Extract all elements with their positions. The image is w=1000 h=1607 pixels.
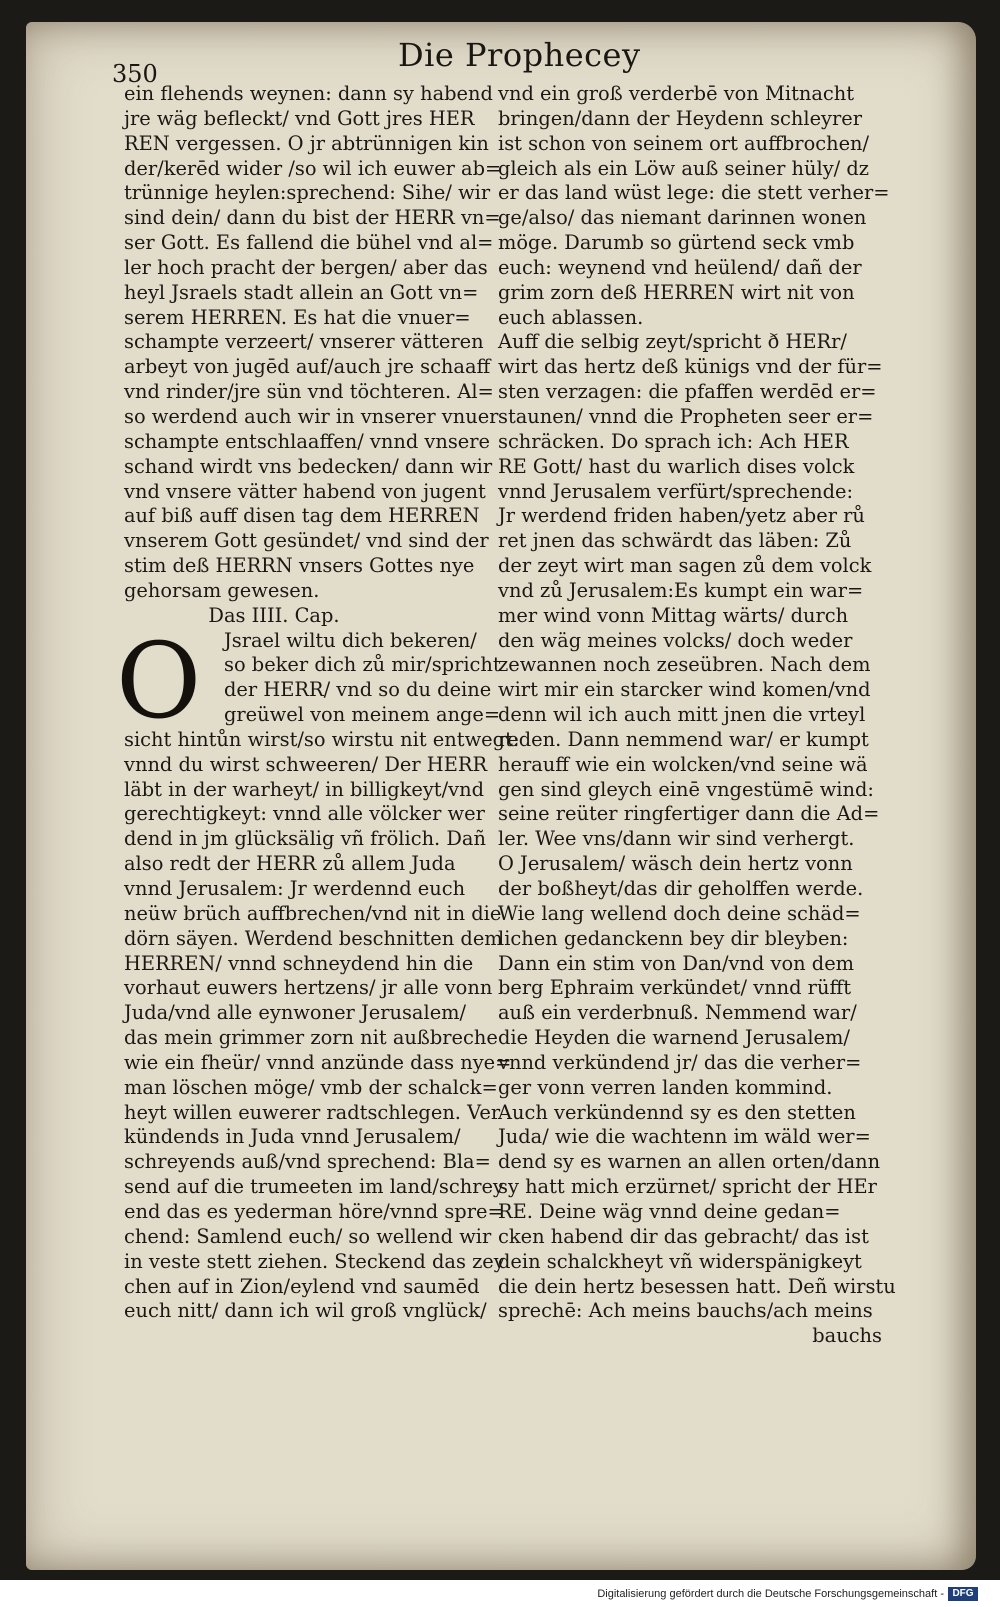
text-line: cken habend dir das gebracht/ das ist xyxy=(498,1224,869,1248)
text-line: ger vonn verren landen kommind. xyxy=(498,1075,833,1099)
text-line: dein schalckheyt vñ widerspänigkeyt xyxy=(498,1249,862,1273)
text-line: Wie lang wellend doch deine schäd= xyxy=(498,901,861,925)
text-line: REN vergessen. O jr abtrünnigen kin xyxy=(124,131,489,155)
text-line: schräcken. Do sprach ich: Ach HER xyxy=(498,429,849,453)
text-line: möge. Darumb so gürtend seck vmb xyxy=(498,231,855,255)
text-line: euch: weynend vnd heülend/ dañ der xyxy=(498,255,862,279)
text-line: ler. Wee vns/dann wir sind verhergt. xyxy=(498,827,855,851)
text-line: RE. Deine wäg vnnd deine gedan= xyxy=(498,1199,841,1223)
text-line: ret jnen das schwärdt das läben: Zů xyxy=(498,529,852,553)
text-line: vnnd du wirst schweeren/ Der HERR xyxy=(124,752,488,776)
text-line: neüw brüch auffbrechen/vnd nit in die xyxy=(124,901,502,925)
text-line: send auf die trumeeten im land/schrey xyxy=(124,1175,504,1199)
text-line: Auch verkündennd sy es den stetten xyxy=(498,1100,856,1124)
text-line: bringen/dann der Heydenn schleyrer xyxy=(498,106,863,130)
text-line: herauff wie ein wolcken/vnd seine wä xyxy=(498,752,868,776)
text-line: RE Gott/ hast du warlich dises volck xyxy=(498,454,855,478)
text-line: Juda/vnd alle eynwoner Jerusalem/ xyxy=(124,1001,467,1025)
text-line: den wäg meines volcks/ doch weder xyxy=(498,628,853,652)
text-line: sten verzagen: die pfaffen werdēd er= xyxy=(498,380,877,404)
text-line: berg Ephraim verkündet/ vnnd rüfft xyxy=(498,976,852,1000)
text-line: wirt mir ein starcker wind komen/vnd xyxy=(498,678,871,702)
text-line: dend sy es warnen an allen orten/dann xyxy=(498,1150,881,1174)
text-line: wie ein fheür/ vnnd anzünde dass nye= xyxy=(124,1050,512,1074)
text-line: vnd vnsere vätter habend von jugent xyxy=(124,479,486,503)
text-line: schreyends auß/vnd sprechend: Bla= xyxy=(124,1150,491,1174)
text-line: vnnd Jerusalem verfürt/sprechende: xyxy=(498,479,854,503)
text-line: so werdend auch wir in vnserer vnuer xyxy=(124,404,499,428)
text-line: er das land wüst lege: die stett verher= xyxy=(498,181,890,205)
text-line: auf biß auff disen tag dem HERREN xyxy=(124,504,480,528)
text-line: gen sind gleych einē vngestümē wind: xyxy=(498,777,874,801)
text-line: läbt in der warheyt/ in billigkeyt/vnd xyxy=(124,777,484,801)
dfg-logo: DFG xyxy=(948,1587,978,1601)
text-line: der/kerēd wider /so wil ich euwer ab= xyxy=(124,156,502,180)
text-line: chen auf in Zion/eylend vnd saumēd xyxy=(124,1274,480,1298)
text-line: also redt der HERR zů allem Juda xyxy=(124,852,456,876)
text-line: so beker dich zů mir/spricht xyxy=(224,653,501,677)
text-line: end das es yederman höre/vnnd spre= xyxy=(124,1199,504,1223)
text-line: schampte verzeert/ vnserer vätteren xyxy=(124,330,484,354)
text-line: wirt das hertz deß künigs vnd der für= xyxy=(498,355,883,379)
text-line: schand wirdt vns bedecken/ dann wir xyxy=(124,454,493,478)
right-column xyxy=(498,82,896,1349)
text-line: sprechē: Ach meins bauchs/ach meins xyxy=(498,1299,873,1323)
text-line: ist schon von seinem ort auffbrochen/ xyxy=(498,131,870,155)
text-line: sy hatt mich erzürnet/ spricht der HEr xyxy=(498,1175,877,1199)
text-line: schampte entschlaaffen/ vnnd vnsere xyxy=(124,429,491,453)
text-line: vnnd verkündend jr/ das die verher= xyxy=(498,1050,862,1074)
text-line: vorhaut euwers hertzens/ jr alle vonn xyxy=(124,976,493,1000)
text-line: reden. Dann nemmend war/ er kumpt xyxy=(498,727,869,751)
text-line: kündends in Juda vnnd Jerusalem/ xyxy=(124,1125,461,1149)
text-line: man löschen möge/ vmb der schalck= xyxy=(124,1075,498,1099)
text-line: serem HERREN. Es hat die vnuer= xyxy=(124,305,471,329)
text-line: O Jerusalem/ wäsch dein hertz vonn xyxy=(498,852,853,876)
text-line: Dann ein stim von Dan/vnd von dem xyxy=(498,951,855,975)
text-line: gerechtigkeyt: vnnd alle völcker wer xyxy=(124,802,485,826)
text-line: grim zorn deß HERREN wirt nit von xyxy=(498,280,855,304)
text-line: ein flehends weynen: dann sy habend xyxy=(124,82,493,105)
text-line: vnd rinder/jre sün vnd töchteren. Al= xyxy=(124,380,494,404)
text-line: euch ablassen. xyxy=(498,305,644,329)
text-line: greüwel von meinem ange= xyxy=(224,703,501,727)
chapter-heading: Das IIII. Cap. xyxy=(208,603,340,627)
text-line: seine reüter ringfertiger dann die Ad= xyxy=(498,802,880,826)
text-line: arbeyt von jugēd auf/auch jre schaaff xyxy=(124,355,491,379)
text-line: sicht hintůn wirst/so wirstu nit entwegt: xyxy=(124,727,520,751)
text-line: euch nitt/ dann ich wil groß vnglück/ xyxy=(124,1299,487,1323)
running-head: Die Prophecey xyxy=(398,36,641,74)
left-column xyxy=(116,82,520,1324)
catchword: bauchs xyxy=(812,1324,882,1348)
text-line: denn wil ich auch mitt jnen die vrteyl xyxy=(498,703,866,727)
text-line: gleich als ein Löw auß seiner hüly/ dz xyxy=(498,156,869,180)
text-line: dörn säyen. Werdend beschnitten dem xyxy=(124,926,503,950)
text-line: heyt willen euwerer radtschlegen. Ver xyxy=(124,1100,501,1124)
text-line: vnd ein groß verderbē von Mitnacht xyxy=(498,82,855,105)
text-line: das mein grimmer zorn nit außbreche xyxy=(124,1026,498,1050)
text-line: gehorsam gewesen. xyxy=(124,578,320,602)
text-line: stim deß HERRN vnsers Gottes nye xyxy=(124,554,475,578)
page-number: 350 xyxy=(112,60,158,88)
text-line: trünnige heylen:sprechend: Sihe/ wir xyxy=(124,181,491,205)
text-line: sind dein/ dann du bist der HERR vn= xyxy=(124,206,501,230)
text-line: HERREN/ vnnd schneydend hin die xyxy=(124,951,474,975)
text-line: die dein hertz besessen hatt. Deñ wirstu xyxy=(498,1274,896,1298)
text-line: vnnd Jerusalem: Jr werdennd euch xyxy=(124,877,466,900)
text-line: Jr werdend friden haben/yetz aber rů xyxy=(498,504,865,528)
text-line: dend in jm glücksälig vñ frölich. Dañ xyxy=(124,827,486,851)
text-line: zewannen noch zeseübren. Nach dem xyxy=(498,653,871,677)
text-line: mer wind vonn Mittag wärts/ durch xyxy=(498,603,849,627)
text-line: ser Gott. Es fallend die bühel vnd al= xyxy=(124,231,494,255)
text-line: jre wäg befleckt/ vnd Gott jres HER xyxy=(124,106,475,130)
text-line: der HERR/ vnd so du deine xyxy=(224,678,492,702)
text-line: Juda/ wie die wachtenn im wäld wer= xyxy=(498,1125,871,1149)
footer-bar xyxy=(0,1580,1000,1607)
text-line: vnd zů Jerusalem:Es kumpt ein war= xyxy=(498,578,864,602)
text-line: in veste stett ziehen. Steckend das zey xyxy=(124,1249,505,1273)
text-line: die Heyden die warnend Jerusalem/ xyxy=(498,1026,850,1050)
text-line: staunen/ vnnd die Propheten seer er= xyxy=(498,404,874,428)
text-line: der boßheyt/das dir geholffen werde. xyxy=(498,877,864,900)
text-line: der zeyt wirt man sagen zů dem volck xyxy=(498,554,872,578)
text-line: ler hoch pracht der bergen/ aber das xyxy=(124,255,488,279)
text-line: auß ein verderbnuß. Nemmend war/ xyxy=(498,1001,857,1025)
text-line: vnserem Gott gesündet/ vnd sind der xyxy=(124,529,489,553)
text-line: Auff die selbig zeyt/spricht ð HERr/ xyxy=(498,330,847,354)
text-line: lichen gedanckenn bey dir bleyben: xyxy=(498,926,849,950)
text-line: heyl Jsraels stadt allein an Gott vn= xyxy=(124,280,479,304)
text-line: Jsrael wiltu dich bekeren/ xyxy=(224,628,477,652)
text-line: chend: Samlend euch/ so wellend wir xyxy=(124,1224,492,1248)
text-line: ge/also/ das niemant darinnen wonen xyxy=(498,206,867,230)
funding-credit: Digitalisierung gefördert durch die Deutsche Forschungsgemeinschaft - xyxy=(597,1588,944,1600)
drop-cap: O xyxy=(116,619,202,742)
